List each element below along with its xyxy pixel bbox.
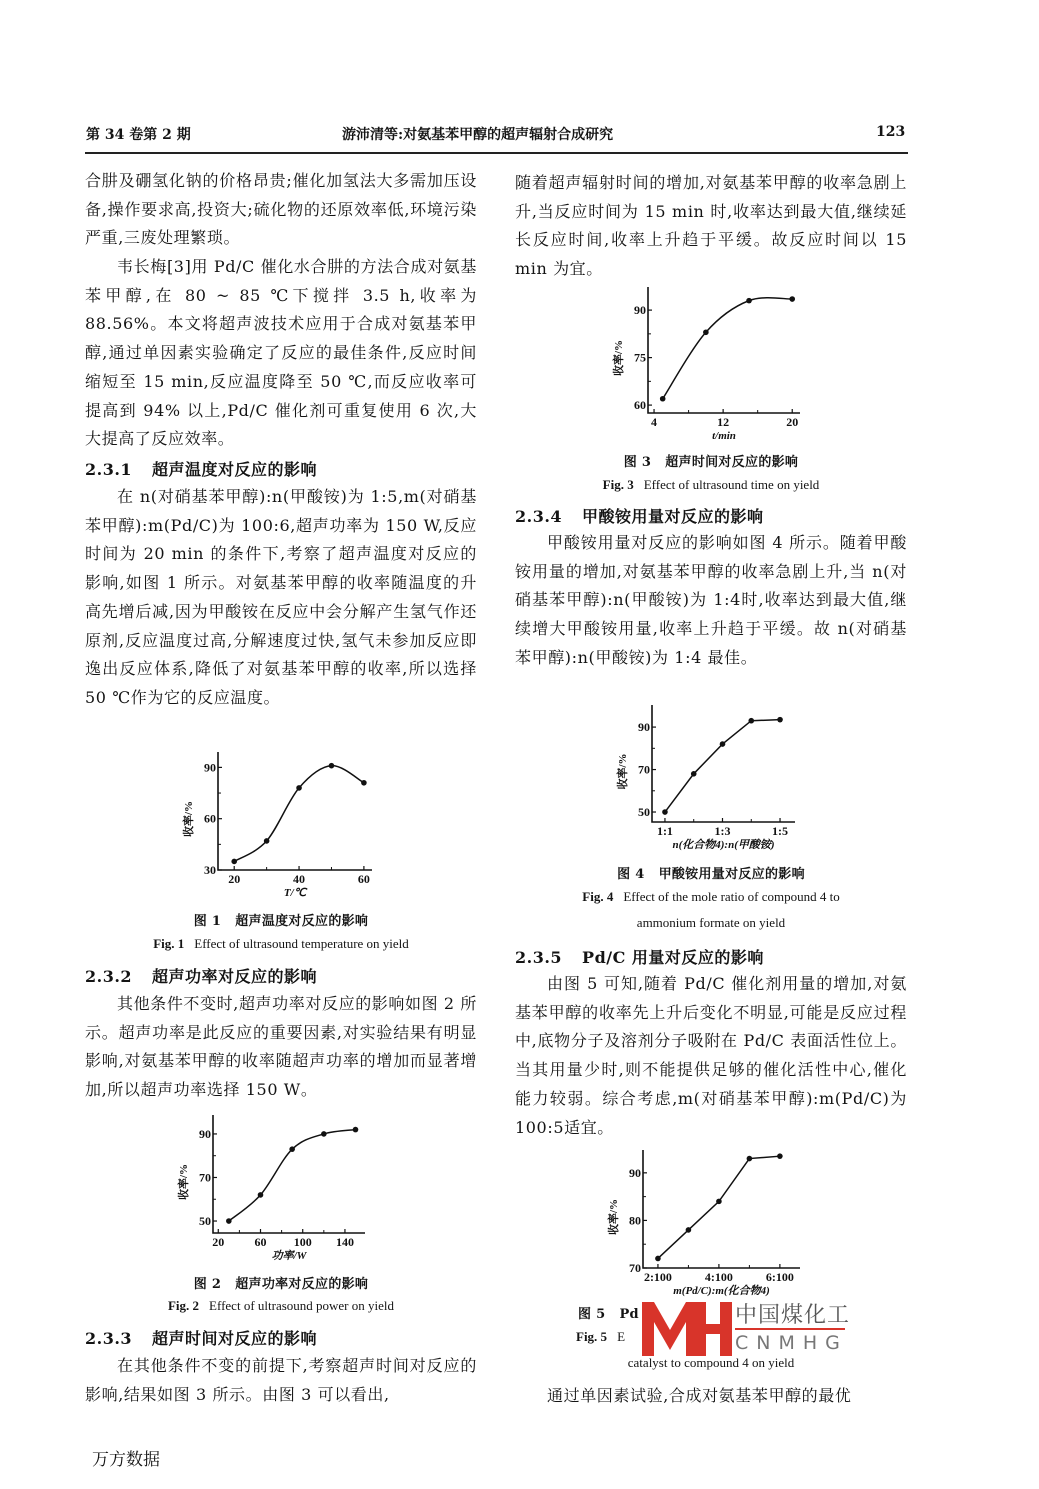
y-axis-label: 收率/% [608,1198,620,1236]
figure-number: 图 3 [623,455,652,470]
caption-text: 超声功率对反应的影响 [235,1277,369,1292]
figure-number: Fig. 1 [153,936,185,951]
caption-text: Effect of ultrasound temperature on yield [194,936,409,951]
y-tick-label: 30 [204,863,216,877]
x-tick-label: 6:100 [765,1270,794,1284]
series-line [663,298,793,399]
figure-number: 图 4 [617,867,645,882]
paragraph: 通过单因素试验,合成对氨基苯甲醇的最优 [547,1386,852,1405]
watermark-text-cn: 中国煤化工 [735,1303,851,1328]
caption-text: Effect of ultrasound power on yield [209,1298,395,1313]
y-tick-label: 90 [634,303,646,318]
x-tick-label: 2:100 [643,1270,672,1284]
data-point [289,1146,295,1152]
figure-number: Fig. 4 [582,889,614,904]
data-point [716,1199,722,1205]
y-tick-label: 60 [204,811,216,826]
y-axis-label: 收率/% [613,339,625,377]
x-tick-label: 20 [786,415,799,429]
data-point [361,780,367,786]
footer-source: 万方数据 [92,1450,160,1470]
y-tick-label: 50 [638,805,650,820]
y-tick-label: 70 [199,1170,211,1185]
data-point [747,1156,753,1162]
data-point [662,809,668,815]
y-tick-label: 90 [204,760,216,775]
axes [652,705,795,822]
x-tick-label: 1:1 [656,824,673,838]
data-point [264,838,270,844]
x-tick-label: 12 [717,415,730,429]
section-title: 甲酸铵用量对反应的影响 [582,507,764,526]
section-title: 超声功率对反应的影响 [152,967,318,986]
data-point [321,1131,327,1137]
data-point [777,717,783,723]
paragraph: 其他条件不变时,超声功率对反应的影响如图 2 所示。超声功率是此反应的重要因素,对实验结果有明显影响,对氨基苯甲醇的收率随超声功率的增加而显著增加,所以超声功率选择 150 W。 [85,994,477,1100]
section-number: 2.3.4 [515,507,563,526]
figure-1-chart [181,752,372,899]
data-point [226,1218,232,1224]
figure-4-caption-en-line2: ammonium formate on yield [636,915,786,930]
y-tick-label: 70 [629,1261,641,1275]
y-axis-label: 收率/% [178,1163,190,1201]
figure-number: 图 2 [193,1277,222,1292]
caption-text: Effect of ultrasound time on yield [643,477,820,492]
data-point [258,1192,264,1198]
data-point [660,396,666,402]
x-tick-label: 1:3 [714,824,731,838]
figure-number: 图 5 [578,1307,606,1322]
x-tick-label: 1:5 [772,824,789,838]
data-point [296,785,302,791]
caption-text: 甲酸铵用量对反应的影响 [658,867,805,882]
data-point [720,741,726,747]
x-tick-label: 100 [293,1235,312,1249]
x-tick-label: 40 [293,872,306,886]
figure-number: Fig. 2 [167,1298,200,1313]
axes [648,287,800,413]
section-number: 2.3.3 [85,1329,133,1348]
data-point [748,718,754,724]
section-number: 2.3.2 [85,967,133,986]
figure-5-chart [606,1150,800,1297]
y-tick-label: 50 [199,1214,211,1229]
data-point [777,1153,783,1159]
figure-4-chart [615,705,795,851]
y-axis-label: 收率/% [183,800,195,838]
paragraph: 在其他条件不变的前提下,考察超声时间对反应的影响,结果如图 3 所示。由图 3 可以看出, [85,1356,477,1404]
data-point [353,1127,359,1133]
series-line [665,720,780,812]
caption-text: Pd [619,1307,639,1322]
x-tick-label: 20 [228,872,241,886]
caption-text: 超声时间对反应的影响 [665,455,799,470]
data-point [655,1256,661,1262]
x-tick-label: 20 [212,1235,225,1249]
paragraph: 甲酸铵用量对反应的影响如图 4 所示。随着甲酸铵用量的增加,对氨基苯甲醇的收率急剧上升,当 n(对硝基苯甲醇):n(甲酸铵)为 1:4时,收率达到最大值,继续增大甲酸铵用量,收率上升趋于平缓。故 n(对硝基苯甲醇):n(甲酸铵)为 1:4 最佳。 [515,533,907,667]
caption-text: 超声温度对反应的影响 [235,914,369,929]
x-axis-label: T/℃ [283,887,307,899]
axes [218,752,372,870]
section-number: 2.3.5 [515,948,563,967]
page-number: 123 [876,124,906,140]
caption-text: Effect of the mole ratio of compound 4 to [623,889,840,904]
y-tick-label: 60 [634,398,646,413]
section-number: 2.3.1 [85,460,133,479]
figure-2-chart [176,1115,365,1262]
paragraph: 合肼及硼氢化钠的价格昂贵;催化加氢法大多需加压设备,操作要求高,投资大;硫化物的还原效率低,环境污染严重,三废处理繁琐。 [85,171,477,248]
y-tick-label: 80 [629,1213,641,1228]
x-axis-label: 功率/W [271,1250,307,1262]
section-title: Pd/C 用量对反应的影响 [582,948,764,967]
x-axis-label: t/min [712,430,736,442]
x-tick-label: 4 [651,415,658,429]
running-title: 游沛清等:对氨基苯甲醇的超声辐射合成研究 [342,127,614,143]
x-tick-label: 4:100 [704,1270,733,1284]
paragraph: 随着超声辐射时间的增加,对氨基苯甲醇的收率急剧上升,当反应时间为 15 min 时,收率达到最大值,继续延长反应时间,收率上升趋于平缓。故反应时间以 15 min 为宜。 [515,173,907,279]
x-axis-label: m(Pd/C):m(化合物4) [673,1285,770,1297]
data-point [329,763,335,769]
y-tick-label: 75 [634,350,646,365]
y-axis-label: 收率/% [617,753,629,790]
x-tick-label: 60 [357,872,370,886]
data-point [789,296,795,302]
data-point [231,859,237,865]
data-point [686,1227,692,1233]
x-tick-label: 140 [335,1235,354,1249]
watermark-text-en: CNMHG [735,1332,848,1354]
paragraph: 韦长梅[3]用 Pd/C 催化水合肼的方法合成对氨基苯甲醇,在 80 ~ 85 ℃下搅拌 3.5 h,收率为 88.56%。本文将超声波技术应用于合成对氨基苯甲醇,通过单因素实验确定了反应的最佳条件,反应时间缩短至 15 min,反应温度降至 50 ℃,而反应收率可提高到 94% 以上,Pd/C 催化剂可重复使用 6 次,大大提高了反应效率。 [85,257,477,449]
data-point [703,329,709,335]
figure-5-caption-en-line2: catalyst to compound 4 on yield [627,1355,795,1370]
figure-number: Fig. 3 [602,477,634,492]
series-line [234,766,364,862]
series-line [229,1130,356,1221]
section-title: 超声温度对反应的影响 [152,460,318,479]
paragraph: 在 n(对硝基苯甲醇):n(甲酸铵)为 1:5,m(对硝基苯甲醇):m(Pd/C)为 100:6,超声功率为 150 W,反应时间为 20 min 的条件下,考察了超声温度对反应的影响,如图 1 所示。对氨基苯甲醇的收率随温度的升高先增后减,因为甲酸铵在反应中会分解产生氢气作还原剂,反应温度过高,分解速度过快,氢气未参加反应即逸出反应体系,降低了对氨基苯甲醇的收率,所以选择 50 ℃作为它的反应温度。 [85,487,477,707]
paragraph: 由图 5 可知,随着 Pd/C 催化剂用量的增加,对氨基苯甲醇的收率先上升后变化不明显,可能是反应过程中,底物分子及溶剂分子吸附在 Pd/C 表面活性位上。当其用量少时,则不能提供足够的催化活性中心,催化能力较弱。综合考虑,m(对硝基苯甲醇):m(Pd/C)为 100:5适宜。 [515,974,907,1137]
data-point [691,771,697,777]
y-tick-label: 90 [629,1165,641,1180]
figure-number: 图 1 [193,914,222,929]
data-point [746,298,752,304]
journal-issue: 第 34 卷第 2 期 [86,127,191,143]
figure-3-chart [611,287,800,442]
y-tick-label: 90 [199,1126,211,1141]
y-tick-label: 70 [638,762,650,777]
caption-text: E [617,1329,626,1344]
section-title: 超声时间对反应的影响 [152,1329,318,1348]
figure-number: Fig. 5 [576,1329,608,1344]
x-axis-label: n(化合物4):n(甲酸铵) [672,839,775,851]
x-tick-label: 60 [254,1235,267,1249]
series-line [658,1156,780,1258]
y-tick-label: 90 [638,720,650,735]
